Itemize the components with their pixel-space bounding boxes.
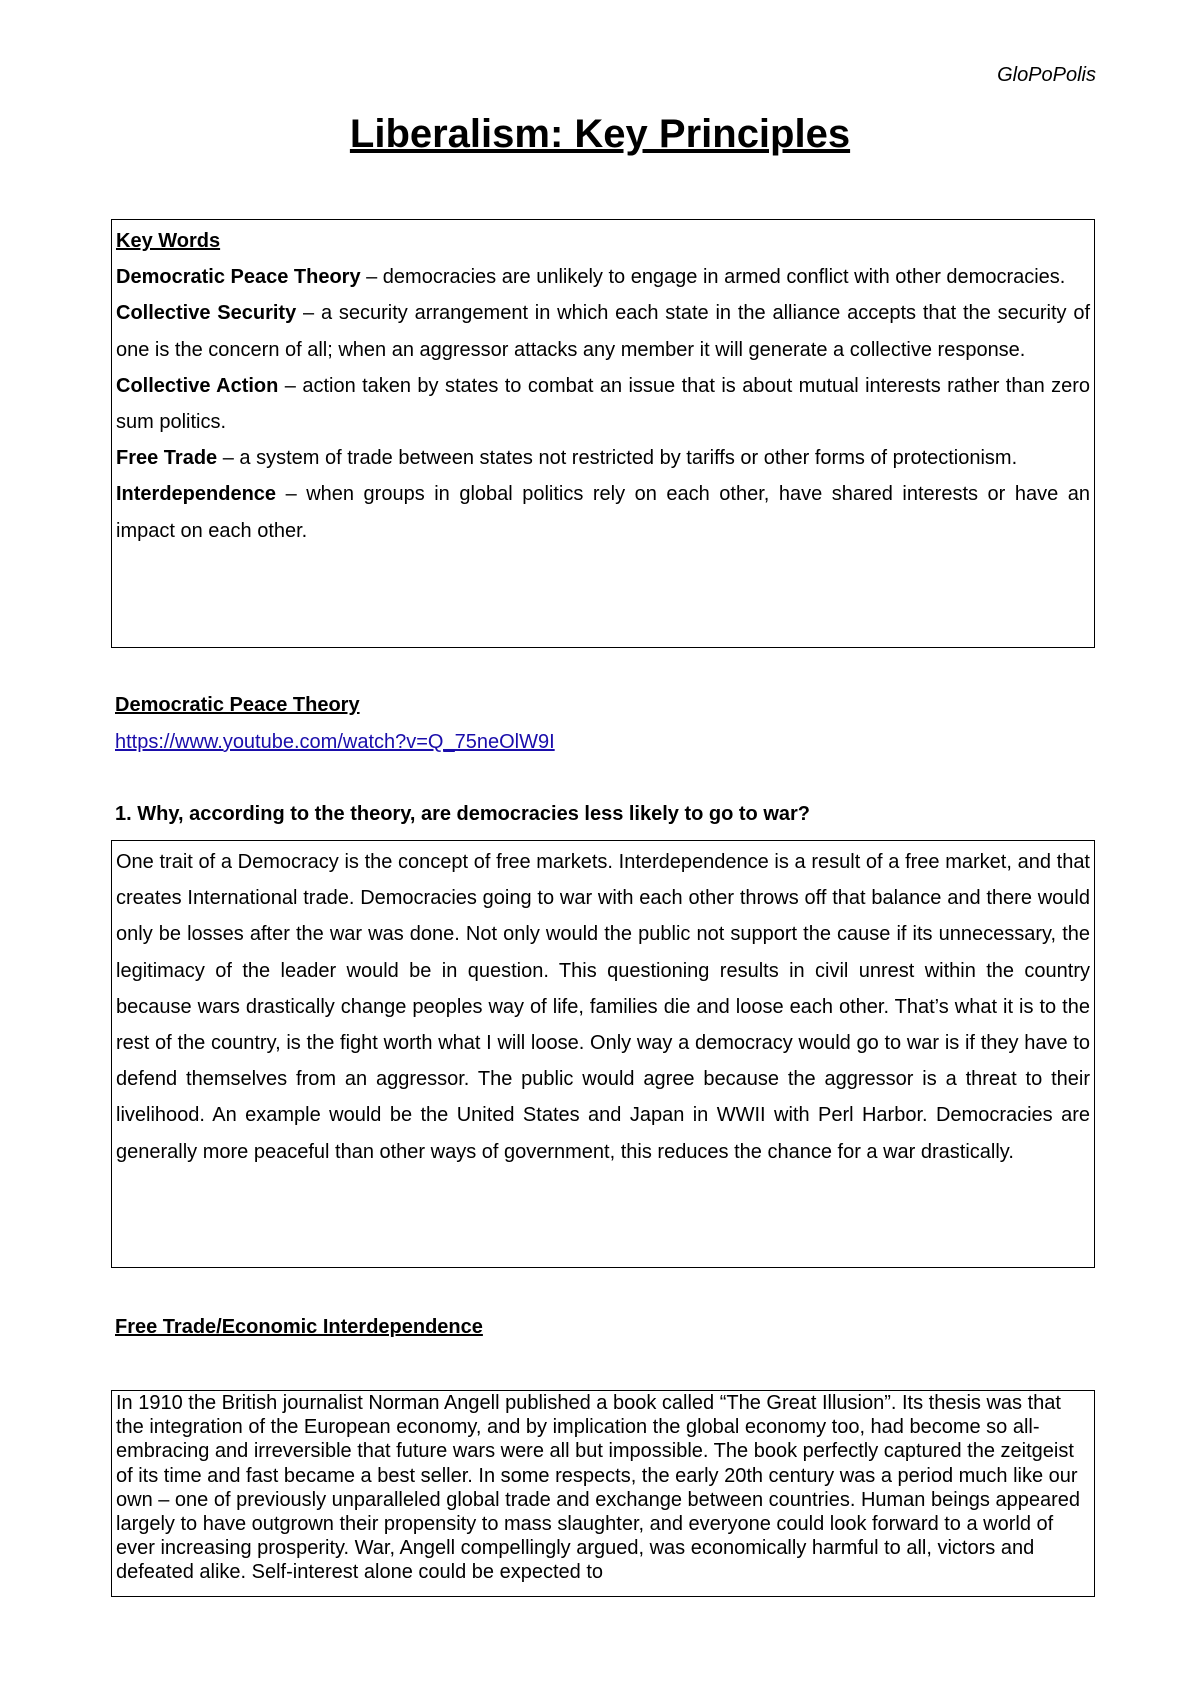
section-heading-democratic-peace: Democratic Peace Theory — [115, 694, 360, 716]
key-word-definition: – democracies are unlikely to engage in armed conflict with other democracies. — [360, 266, 1066, 289]
key-word-definition: – when groups in global politics rely on each other, have shared interests or have an impact on each other. — [116, 483, 1090, 542]
key-words-box — [111, 219, 1095, 648]
passage-text: In 1910 the British journalist Norman Angell published a book called “The Great Illusion”. Its thesis was that the integration of the European economy, and by implication the global economy too, had become so all-embracing and irreversible that future wars were all but impossible. The book perfectly captured the zeitgeist of its time and fast became a best seller. In some respects, the early 20th century was a period much like our own – one of previously unparalleled global trade and exchange between countries. Human beings appeared largely to have outgrown their propensity to mass slaughter, and everyone could look forward to a world of ever increasing prosperity. War, Angell compellingly argued, was economically harmful to all, victors and defeated alike. Self-interest alone could be expected to — [116, 1392, 1080, 1584]
question-1: 1. Why, according to the theory, are democracies less likely to go to war? — [115, 803, 811, 825]
key-word-term: Collective Action — [116, 374, 279, 397]
key-word-entry — [116, 259, 1090, 295]
key-word-entry — [116, 368, 1090, 440]
key-word-definition: – action taken by states to combat an issue that is about mutual interests rather than zero sum politics. — [116, 374, 1091, 434]
organization-name: GloPoPolis — [997, 64, 1096, 86]
video-link[interactable]: https://www.youtube.com/watch?v=Q_75neOlW9I — [115, 731, 555, 753]
key-word-term: Free Trade — [116, 447, 218, 470]
key-word-term: Democratic Peace Theory — [116, 266, 361, 289]
key-word-entry — [116, 476, 1090, 548]
key-word-entry — [116, 440, 1090, 476]
page-title: Liberalism: Key Principles — [349, 112, 851, 156]
answer-box[interactable] — [111, 840, 1095, 1268]
passage-box — [111, 1390, 1095, 1597]
key-words-heading: Key Words — [116, 230, 221, 252]
key-word-definition: – a security arrangement in which each state in the alliance accepts that the security of one is the concern of all; when an aggressor attacks any member it will generate a collective response. — [116, 302, 1090, 361]
answer-text: One trait of a Democracy is the concept of free markets. Interdependence is a result of a free market, and that creates International trade. Democracies going to war with each other throws off that balance and there would only be losses after the war was done. Not only would the public not support the cause if its unnecessary, the legitimacy of the leader would be in question. This questioning results in civil unrest within the country because wars drastically change peoples way of life, families die and loose each other. That’s what it is to the rest of the country, is the fight worth what I will loose. Only way a democracy would go to war is if they have to defend themselves from an aggressor. The public would agree because the aggressor is a threat to their livelihood. An example would be the United States and Japan in WWII with Perl Harbor. Democracies are generally more peaceful than other ways of government, this reduces the chance for a war drastically. — [116, 851, 1090, 1163]
key-word-entry — [116, 295, 1090, 367]
key-word-definition: – a system of trade between states not restricted by tariffs or other forms of protectionism. — [217, 447, 1018, 470]
section-heading-free-trade: Free Trade/Economic Interdependence — [115, 1316, 483, 1338]
key-word-term: Collective Security — [116, 302, 297, 325]
key-word-term: Interdependence — [116, 483, 277, 506]
